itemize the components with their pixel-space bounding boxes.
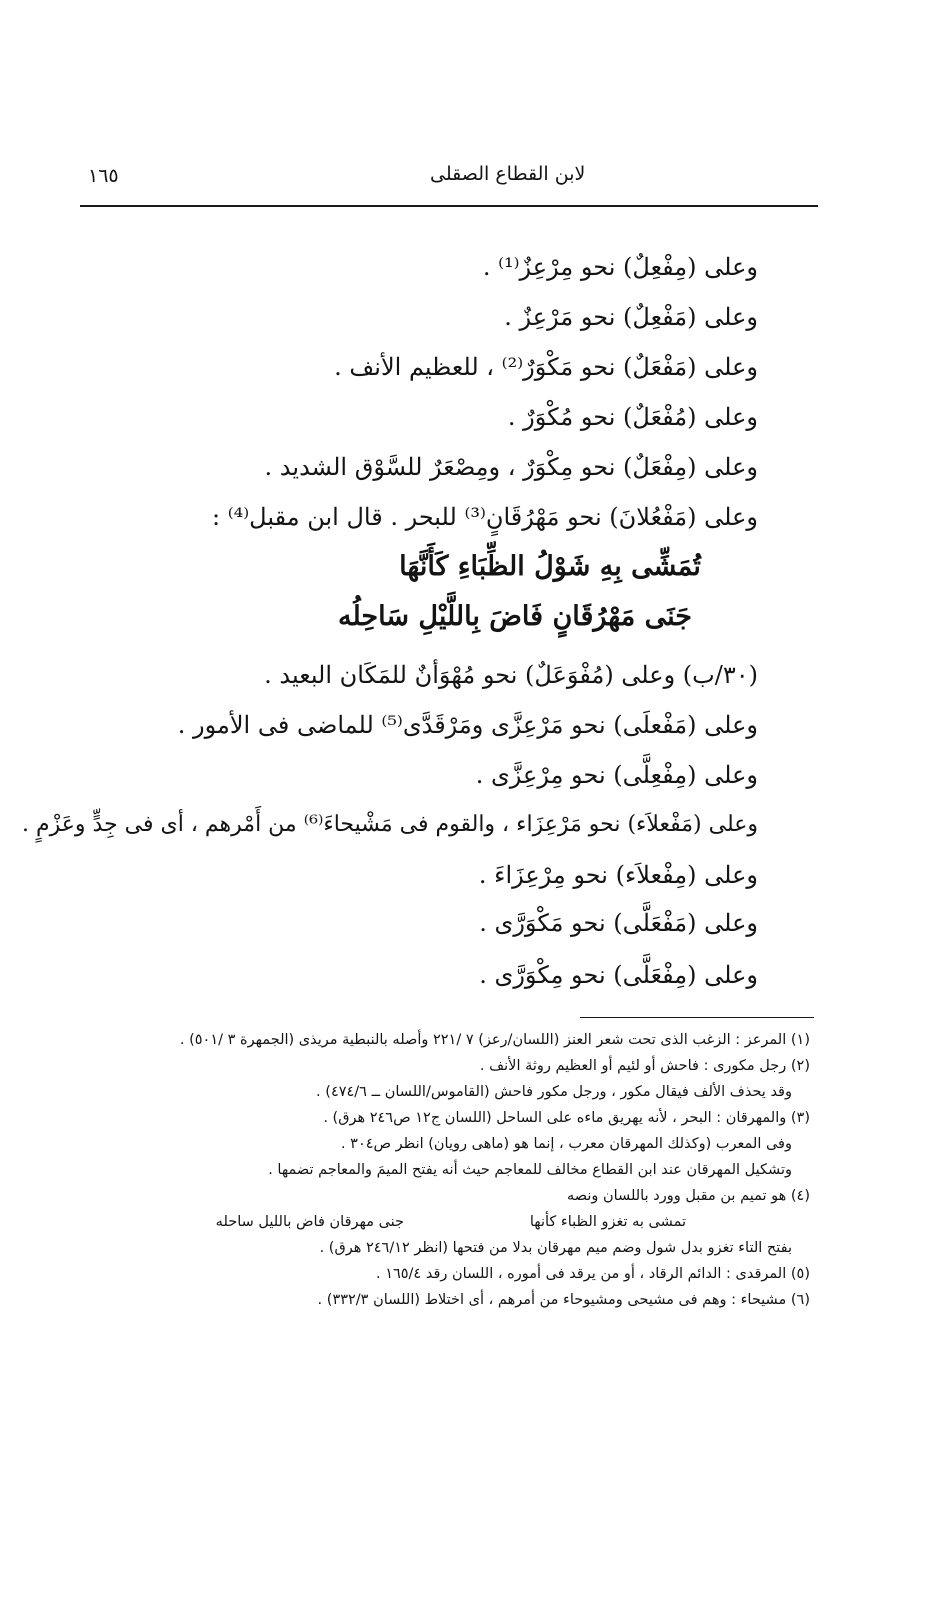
body-line: وعلى (مَفْعَلٌ) نحو مَكْوَرٌ⁽²⁾ ، للعظيم الأنف . xyxy=(334,353,758,381)
footnote-4-cont: بفتح التاء تغزو بدل شول وضم ميم مهرقان بدلا من فتحها (انظر ٢٤٦/١٢ هرق) . xyxy=(319,1240,792,1256)
footnote-3: (٣) والمهرقان : البحر ، لأنه يهريق ماءه على الساحل (اللسان ج١٢ ص٢٤٦ هرق) . xyxy=(323,1110,810,1126)
footnote-3-cont: وفى المعرب (وكذلك المهرقان معرب ، إنما هو (ماهى رويان) انظر ص٣٠٤ . xyxy=(340,1136,792,1152)
footnote-5: (٥) المرقدى : الدائم الرقاد ، أو من يرقد فى أموره ، اللسان رقد ١٦٥/٤ . xyxy=(375,1266,810,1282)
page-number: ١٦٥ xyxy=(88,165,119,187)
body-line: وعلى (مُفْعَلٌ) نحو مُكْوَرٌ . xyxy=(507,403,758,431)
footnote-2: (٢) رجل مكورى : فاحش أو لئيم أو العظيم روثة الأنف . xyxy=(479,1058,810,1074)
body-line: وعلى (مَفْعُلانَ) نحو مَهْرُقَانٍ⁽³⁾ للبحر . قال ابن مقبل⁽⁴⁾ : xyxy=(212,503,758,531)
body-line: وعلى (مِفْعَلَّى) نحو مِكْوَرَّى . xyxy=(479,961,758,989)
body-line: (٣٠/ب) وعلى (مُفْوَعَلٌ) نحو مُهْوَأنٌ للمَكَان البعيد . xyxy=(264,661,758,689)
body-line: وعلى (مِفْعَلٌ) نحو مِكْوَرٌ ، ومِصْعَرٌ للسَّوْق الشديد . xyxy=(264,453,758,481)
footnote-verse-hemistich-1: تمشى به تغزو الظباء كأنها xyxy=(529,1214,686,1230)
body-line: وعلى (مِفْعِلٌ) نحو مِرْعِزٌ⁽¹⁾ . xyxy=(482,253,758,281)
body-line: وعلى (مِفْعلاَء) نحو مِرْعِزَاءَ . xyxy=(478,861,758,889)
footnote-verse-hemistich-2: جنى مهرقان فاض بالليل ساحله xyxy=(215,1214,404,1230)
running-title: لابن القطاع الصقلى xyxy=(430,163,586,185)
body-line: وعلى (مَفْعلَى) نحو مَرْعِزَّى ومَرْقَدَّى⁽⁵⁾ للماضى فى الأمور . xyxy=(177,711,758,739)
verse-line-2: جَنَى مَهْرُقَانٍ فَاضَ بِاللَّيْلِ سَاحِلُه xyxy=(338,601,692,632)
footnote-3-cont: وتشكيل المهرقان عند ابن القطاع مخالف للمعاجم حيث أنه يفتح الميمَ والمعاجم تضمها . xyxy=(268,1162,792,1178)
footnote-6: (٦) مشيحاء : وهم فى مشيحى ومشيوحاء من أمرهم ، أى اختلاط (اللسان ٣٣٢/٣) . xyxy=(317,1292,810,1308)
header-rule xyxy=(80,205,818,207)
body-line: وعلى (مَفْعِلٌ) نحو مَرْعِزٌ . xyxy=(504,303,758,331)
body-line: وعلى (مِفْعِلَّى) نحو مِرْعِزَّى . xyxy=(475,761,758,789)
body-line: وعلى (مَفْعلاَء) نحو مَرْعِزَاء ، والقوم فى مَشْيحاءَ⁽⁶⁾ من أَمْرهم ، أى فى جِدٍّ وعَزْمٍ . xyxy=(22,812,758,837)
footnote-1: (١) المرعز : الزغب الذى تحت شعر العنز (اللسان/رعز) ٧ /٢٢١ وأصله بالنبطية مريذى (الجمهرة ٣ /٥٠١) . xyxy=(179,1032,810,1048)
body-line: وعلى (مَفْعَلَّى) نحو مَكْوَرَّى . xyxy=(479,909,758,937)
page-header xyxy=(80,163,818,193)
verse-line-1: تُمَشِّى بِهِ شَوْلُ الظِّبَاءِ كَأَنَّهَا xyxy=(399,551,701,582)
footnote-4: (٤) هو تميم بن مقبل وورد باللسان ونصه xyxy=(566,1188,810,1204)
footnote-2-cont: وقد يحذف الألف فيقال مكور ، ورجل مكور فاحش (القاموس/اللسان ــ ٤٧٤/٦) . xyxy=(316,1084,792,1100)
footnote-rule xyxy=(580,1017,814,1018)
